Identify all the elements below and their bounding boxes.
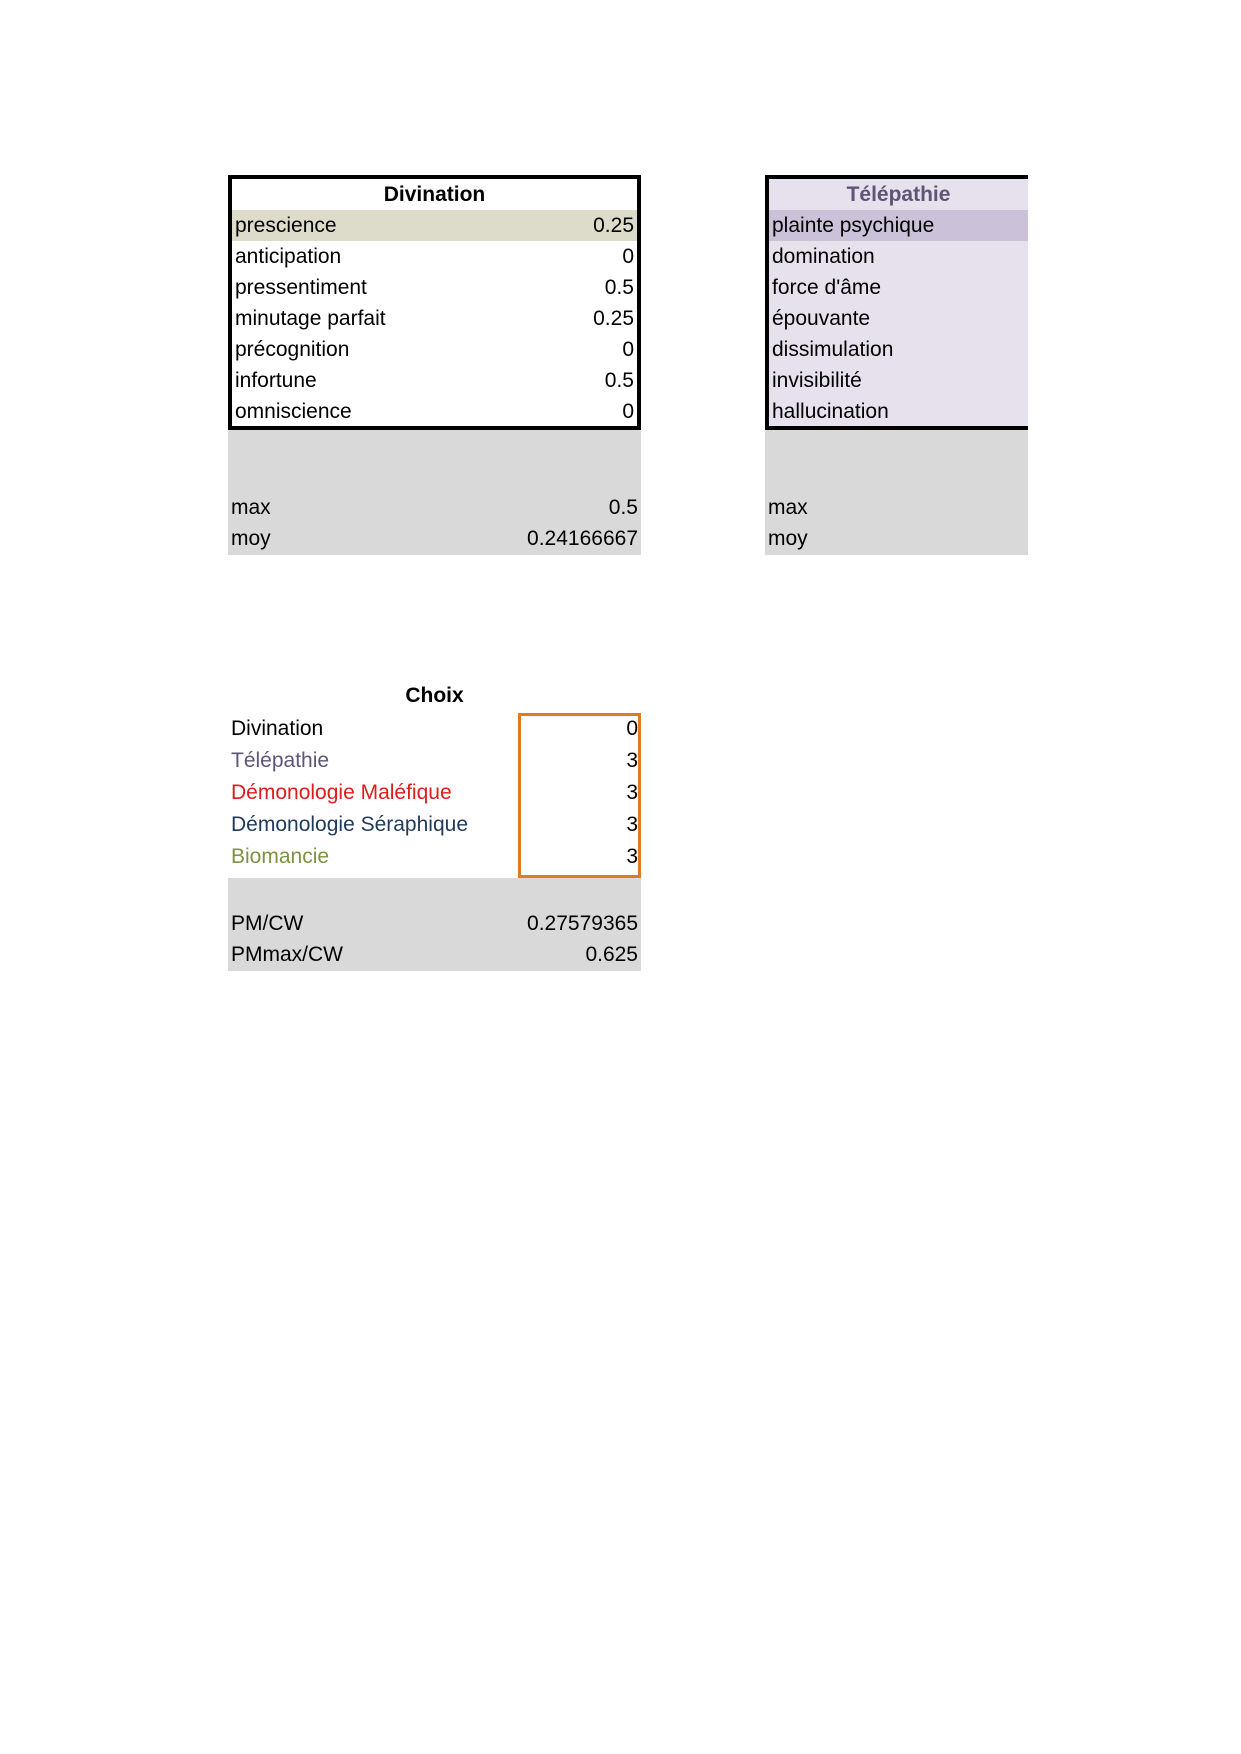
stat-row-pmmax [228,939,641,970]
row-label: omniscience [235,400,352,423]
row-label: infortune [235,369,317,392]
max-value: 0.5 [608,496,638,519]
choix-label-telepathie: Télépathie [231,749,330,772]
row-value: 0.25 [593,214,634,237]
pm-stats [228,878,641,971]
row-label: invisibilité [772,369,862,392]
table-row[interactable] [232,303,637,334]
divination-stats [228,430,641,555]
table-row[interactable] [769,365,1028,396]
choix-title: Choix [405,684,464,707]
row-label: minutage parfait [235,307,386,330]
stat-row-max [228,492,641,523]
pmmax-value: 0.625 [585,943,638,966]
table-row[interactable] [769,396,1028,427]
row-value: 0 [622,338,634,361]
table-row[interactable] [232,334,637,365]
table-row[interactable] [232,365,637,396]
stat-row-pm [228,908,641,939]
row-label: anticipation [235,245,342,268]
choix-label-biomancie: Biomancie [231,845,330,868]
pm-value: 0.27579365 [527,912,638,935]
choix-label-demonologie-seraphique: Démonologie Séraphique [231,813,468,836]
table-row[interactable] [232,241,637,272]
row-label: plainte psychique [772,214,935,237]
row-label: prescience [235,214,337,237]
table-row[interactable] [769,241,1028,272]
row-label: précognition [235,338,350,361]
table-row[interactable] [769,334,1028,365]
choix-selection-border [518,713,641,878]
choix-label-demonologie-malefique: Démonologie Maléfique [231,781,452,804]
max-label: max [231,496,271,519]
row-value: 0 [622,400,634,423]
pm-label: PM/CW [231,912,304,935]
choix-value[interactable]: 3 [626,781,638,804]
choix-value[interactable]: 3 [626,813,638,836]
row-label: force d'âme [772,276,882,299]
row-value: 0.5 [604,369,634,392]
moy-label: moy [768,527,808,550]
telepathie-title: Télépathie [846,183,951,206]
table-row[interactable] [232,272,637,303]
row-value: 0.25 [593,307,634,330]
moy-value: 0.24166667 [527,527,638,550]
pmmax-label: PMmax/CW [231,943,343,966]
max-label: max [768,496,808,519]
stat-row-max [765,492,1028,523]
table-row[interactable] [769,303,1028,334]
divination-title: Divination [383,183,486,206]
row-label: épouvante [772,307,871,330]
stat-row-moy [765,523,1028,554]
row-label: hallucination [772,400,889,423]
choix-value[interactable]: 3 [626,845,638,868]
row-value: 0 [622,245,634,268]
row-label: dissimulation [772,338,894,361]
moy-label: moy [231,527,271,550]
table-row[interactable] [769,272,1028,303]
telepathie-table [765,175,1028,430]
row-label: domination [772,245,875,268]
row-label: pressentiment [235,276,367,299]
telepathie-stats [765,430,1028,555]
choix-label-divination: Divination [231,717,324,740]
choix-value[interactable]: 3 [626,749,638,772]
stat-row-moy [228,523,641,554]
table-row[interactable] [232,210,637,241]
table-row[interactable] [769,210,1028,241]
row-value: 0.5 [604,276,634,299]
table-row[interactable] [232,396,637,427]
choix-value[interactable]: 0 [626,717,638,740]
divination-table [228,175,641,430]
